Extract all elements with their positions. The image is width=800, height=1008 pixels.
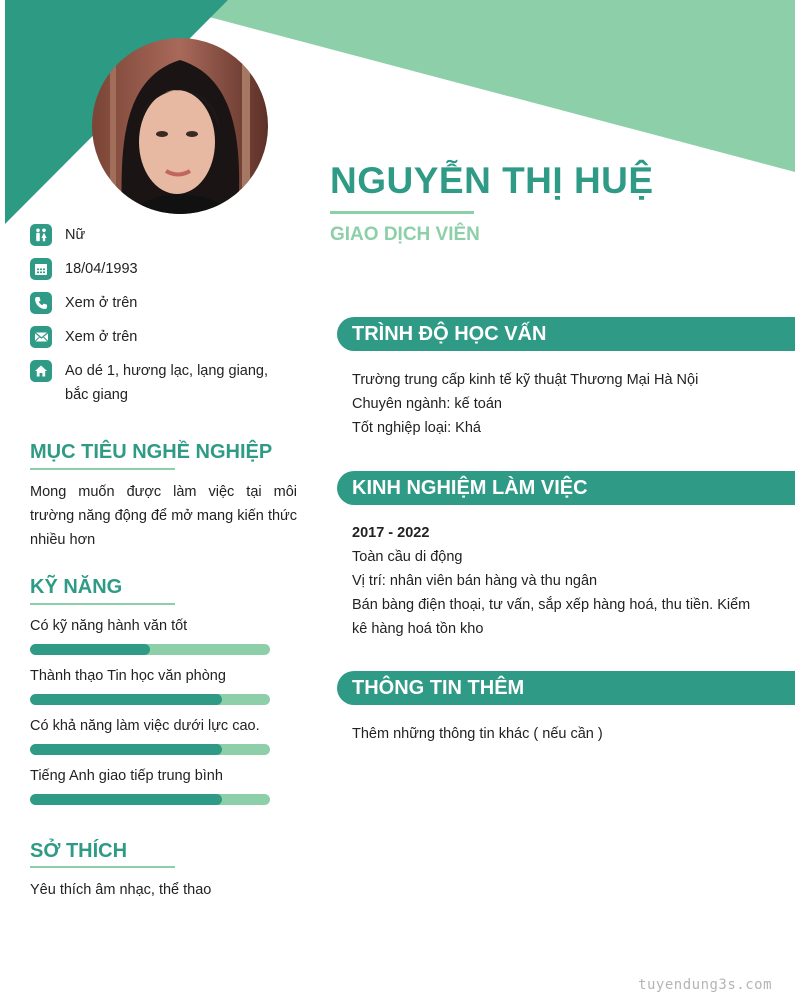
contact-gender bbox=[30, 224, 300, 247]
hobbies-underline bbox=[30, 866, 175, 868]
objective-underline bbox=[30, 468, 175, 470]
contact-gender-text: Nữ bbox=[65, 227, 86, 243]
additional-banner bbox=[337, 671, 795, 705]
footer-watermark: tuyendung3s.com bbox=[638, 977, 772, 993]
skill-bar bbox=[30, 794, 270, 805]
contact-phone-text: Xem ở trên bbox=[65, 295, 138, 311]
skill-bar bbox=[30, 694, 270, 705]
contact-address bbox=[30, 360, 300, 407]
education-banner bbox=[337, 317, 795, 351]
skill-bar bbox=[30, 744, 270, 755]
additional-heading: THÔNG TIN THÊM bbox=[352, 677, 525, 699]
experience-company: Toàn cầu di động bbox=[352, 549, 463, 565]
education-heading: TRÌNH ĐỘ HỌC VẤN bbox=[352, 323, 547, 345]
contact-address-text: Ao dé 1, hương lạc, lạng giang, bắc giang bbox=[65, 363, 269, 403]
experience-position: Vị trí: nhân viên bán hàng và thu ngân bbox=[352, 573, 598, 589]
skill-label: Có khả năng làm việc dưới lực cao. bbox=[30, 718, 260, 734]
contact-email bbox=[30, 326, 300, 349]
phone-icon bbox=[30, 292, 52, 314]
experience-period: 2017 - 2022 bbox=[352, 525, 430, 541]
contact-birthday bbox=[30, 258, 300, 281]
additional-text: Thêm những thông tin khác ( nếu cần ) bbox=[352, 726, 603, 742]
skill-label: Thành thạo Tin học văn phòng bbox=[30, 668, 226, 684]
contact-email-text: Xem ở trên bbox=[65, 329, 138, 345]
skill-bar-fill bbox=[30, 644, 150, 655]
skill-bar-fill bbox=[30, 694, 222, 705]
avatar bbox=[92, 38, 268, 214]
objective-text: Mong muốn được làm việc tại môi trường năng động để mở mang kiến thức nhiều hơn bbox=[30, 484, 297, 548]
skill-bar bbox=[30, 644, 270, 655]
candidate-name: NGUYỄN THỊ HUỆ bbox=[330, 160, 654, 201]
email-icon bbox=[30, 326, 52, 348]
education-school: Trường trung cấp kinh tế kỹ thuật Thương Mại Hà Nội bbox=[352, 372, 699, 388]
hobbies-heading: SỞ THÍCH bbox=[30, 840, 128, 862]
skills-underline bbox=[30, 603, 175, 605]
skill-bar-fill bbox=[30, 744, 222, 755]
contact-phone bbox=[30, 292, 300, 315]
gender-icon bbox=[30, 224, 52, 246]
candidate-title: GIAO DỊCH VIÊN bbox=[330, 224, 480, 245]
experience-description: Bán bàng điện thoại, tư vấn, sắp xếp hàng hoá, thu tiền. Kiểm kê hàng hoá tồn kho bbox=[352, 597, 751, 637]
education-major: Chuyên ngành: kế toán bbox=[352, 396, 502, 412]
skill-bar-fill bbox=[30, 794, 222, 805]
contact-birthday-text: 18/04/1993 bbox=[65, 261, 138, 277]
name-underline bbox=[330, 211, 474, 214]
calendar-icon bbox=[30, 258, 52, 280]
experience-banner bbox=[337, 471, 795, 505]
education-grade: Tốt nghiệp loại: Khá bbox=[352, 420, 481, 436]
objective-heading: MỤC TIÊU NGHỀ NGHIỆP bbox=[30, 441, 273, 463]
experience-heading: KINH NGHIỆM LÀM VIỆC bbox=[352, 477, 588, 499]
skill-label: Có kỹ năng hành văn tốt bbox=[30, 618, 188, 634]
skills-heading: KỸ NĂNG bbox=[30, 576, 123, 598]
home-icon bbox=[30, 360, 52, 382]
skill-label: Tiếng Anh giao tiếp trung bình bbox=[30, 768, 223, 784]
hobbies-text: Yêu thích âm nhạc, thể thao bbox=[30, 882, 212, 898]
